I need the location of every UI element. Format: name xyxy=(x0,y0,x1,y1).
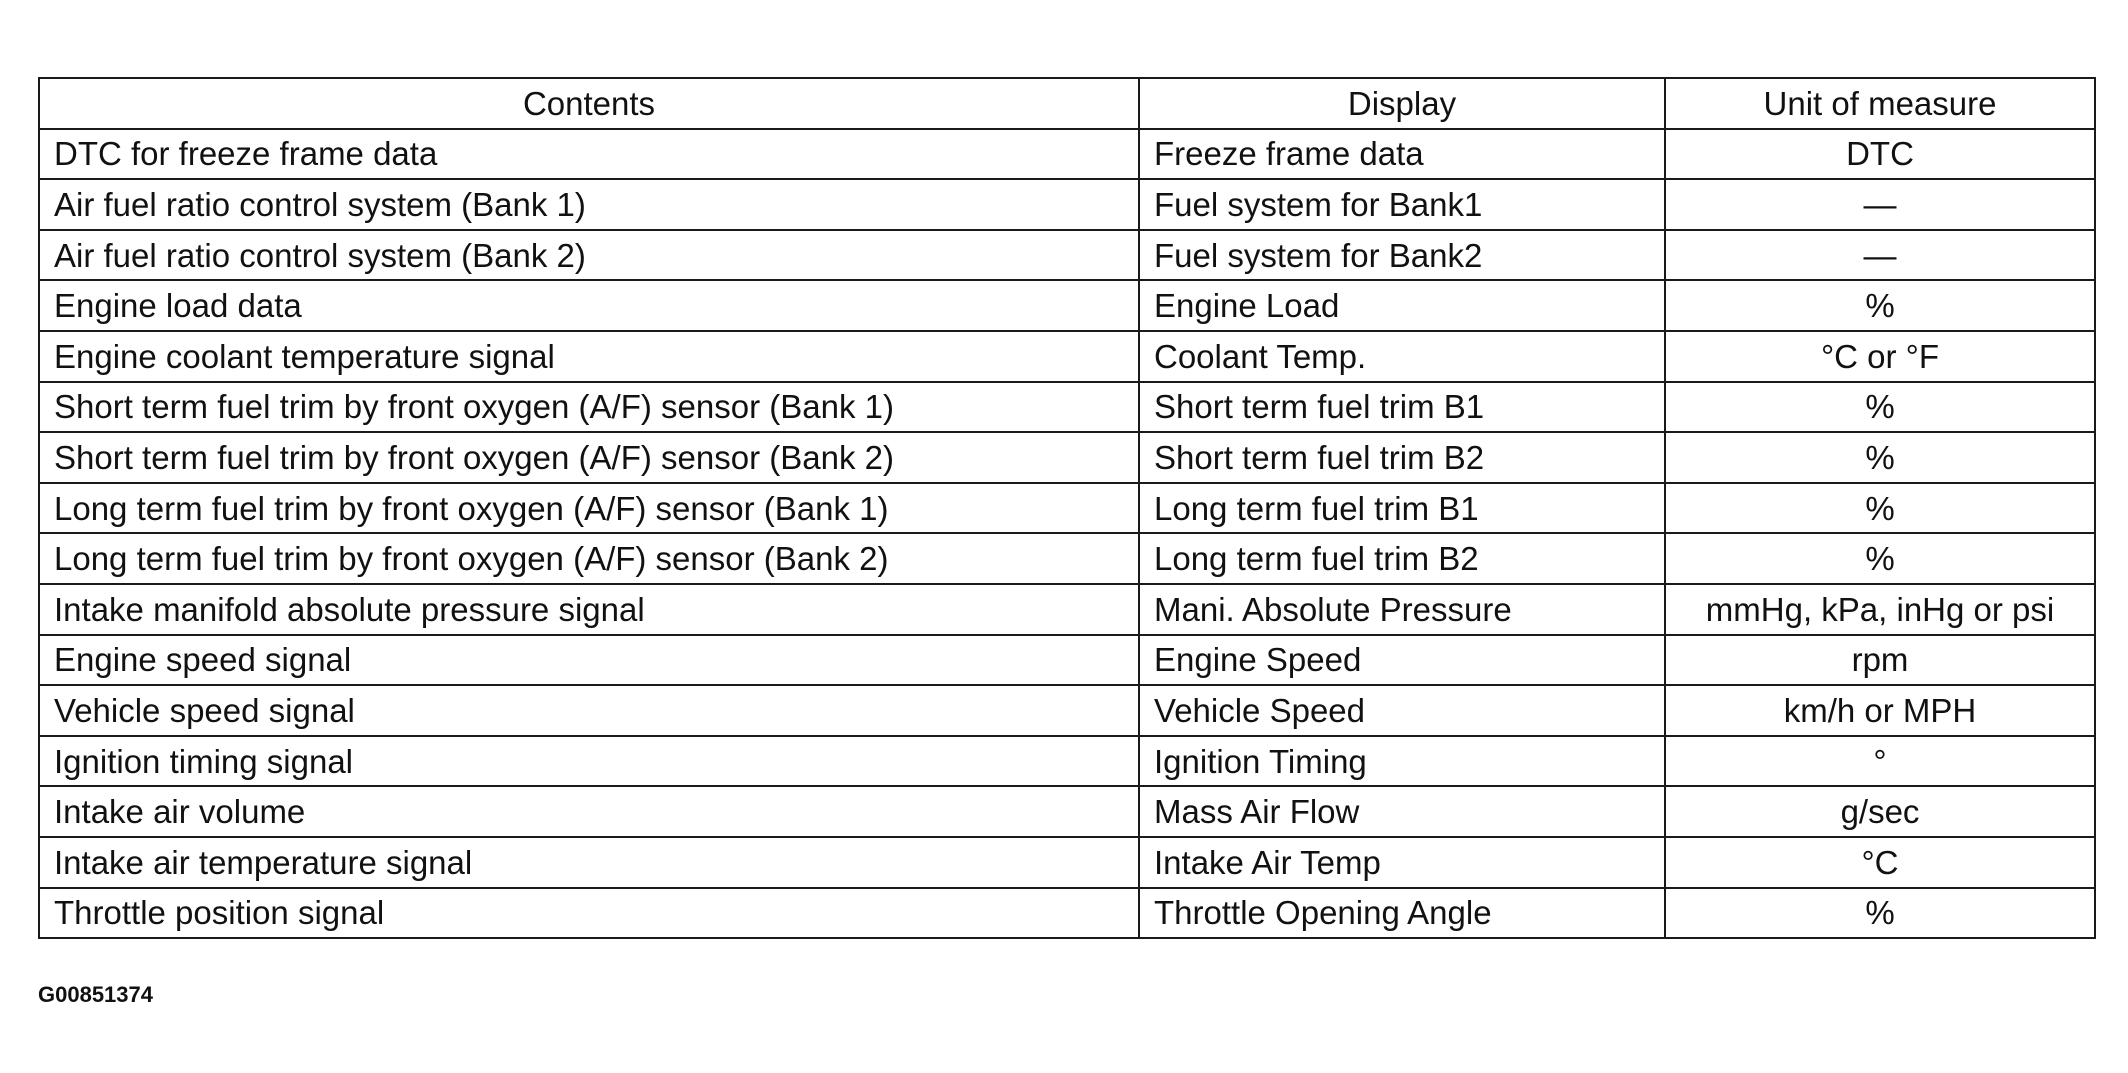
table-row xyxy=(39,483,2095,534)
header-display: Display xyxy=(1139,78,1665,129)
cell-unit: km/h or MPH xyxy=(1665,685,2095,736)
cell-unit: % xyxy=(1665,533,2095,584)
table-row xyxy=(39,685,2095,736)
cell-contents: Vehicle speed signal xyxy=(39,685,1139,736)
cell-unit: ° xyxy=(1665,736,2095,787)
table-row xyxy=(39,230,2095,281)
cell-contents: Intake air temperature signal xyxy=(39,837,1139,888)
cell-display: Intake Air Temp xyxy=(1139,837,1665,888)
table-row xyxy=(39,129,2095,180)
cell-contents: Ignition timing signal xyxy=(39,736,1139,787)
cell-unit: °C xyxy=(1665,837,2095,888)
cell-contents: Engine load data xyxy=(39,280,1139,331)
figure-id: G00851374 xyxy=(38,982,153,1007)
table-row xyxy=(39,179,2095,230)
header-unit-of-measure: Unit of measure xyxy=(1665,78,2095,129)
table-body xyxy=(39,129,2095,939)
table-row xyxy=(39,888,2095,939)
cell-contents: Short term fuel trim by front oxygen (A/F) sensor (Bank 1) xyxy=(39,382,1139,433)
cell-contents: Air fuel ratio control system (Bank 2) xyxy=(39,230,1139,281)
cell-display: Coolant Temp. xyxy=(1139,331,1665,382)
cell-display: Engine Speed xyxy=(1139,635,1665,686)
table-row xyxy=(39,837,2095,888)
cell-contents: Intake manifold absolute pressure signal xyxy=(39,584,1139,635)
table-row xyxy=(39,382,2095,433)
cell-display: Short term fuel trim B1 xyxy=(1139,382,1665,433)
cell-display: Mass Air Flow xyxy=(1139,786,1665,837)
table-row xyxy=(39,786,2095,837)
cell-unit: mmHg, kPa, inHg or psi xyxy=(1665,584,2095,635)
cell-display: Fuel system for Bank2 xyxy=(1139,230,1665,281)
cell-contents: Long term fuel trim by front oxygen (A/F) sensor (Bank 1) xyxy=(39,483,1139,534)
cell-unit: % xyxy=(1665,888,2095,939)
cell-unit: DTC xyxy=(1665,129,2095,180)
cell-contents: Throttle position signal xyxy=(39,888,1139,939)
cell-unit: — xyxy=(1665,179,2095,230)
table-row xyxy=(39,280,2095,331)
freeze-frame-table xyxy=(38,77,2096,939)
cell-display: Long term fuel trim B2 xyxy=(1139,533,1665,584)
cell-unit: % xyxy=(1665,432,2095,483)
table-header-row xyxy=(39,78,2095,129)
cell-unit: °C or °F xyxy=(1665,331,2095,382)
cell-contents: Air fuel ratio control system (Bank 1) xyxy=(39,179,1139,230)
cell-unit: % xyxy=(1665,382,2095,433)
table-row xyxy=(39,533,2095,584)
cell-unit: g/sec xyxy=(1665,786,2095,837)
cell-contents: Short term fuel trim by front oxygen (A/F) sensor (Bank 2) xyxy=(39,432,1139,483)
cell-unit: % xyxy=(1665,280,2095,331)
table-row xyxy=(39,584,2095,635)
cell-display: Throttle Opening Angle xyxy=(1139,888,1665,939)
cell-unit: — xyxy=(1665,230,2095,281)
cell-contents: Long term fuel trim by front oxygen (A/F) sensor (Bank 2) xyxy=(39,533,1139,584)
cell-display: Fuel system for Bank1 xyxy=(1139,179,1665,230)
cell-contents: Intake air volume xyxy=(39,786,1139,837)
table-row xyxy=(39,736,2095,787)
cell-display: Short term fuel trim B2 xyxy=(1139,432,1665,483)
cell-unit: % xyxy=(1665,483,2095,534)
header-contents: Contents xyxy=(39,78,1139,129)
table-row xyxy=(39,432,2095,483)
table-row xyxy=(39,331,2095,382)
cell-contents: Engine coolant temperature signal xyxy=(39,331,1139,382)
cell-contents: DTC for freeze frame data xyxy=(39,129,1139,180)
table-row xyxy=(39,635,2095,686)
cell-display: Long term fuel trim B1 xyxy=(1139,483,1665,534)
cell-contents: Engine speed signal xyxy=(39,635,1139,686)
cell-display: Vehicle Speed xyxy=(1139,685,1665,736)
cell-display: Mani. Absolute Pressure xyxy=(1139,584,1665,635)
cell-unit: rpm xyxy=(1665,635,2095,686)
cell-display: Freeze frame data xyxy=(1139,129,1665,180)
cell-display: Ignition Timing xyxy=(1139,736,1665,787)
cell-display: Engine Load xyxy=(1139,280,1665,331)
